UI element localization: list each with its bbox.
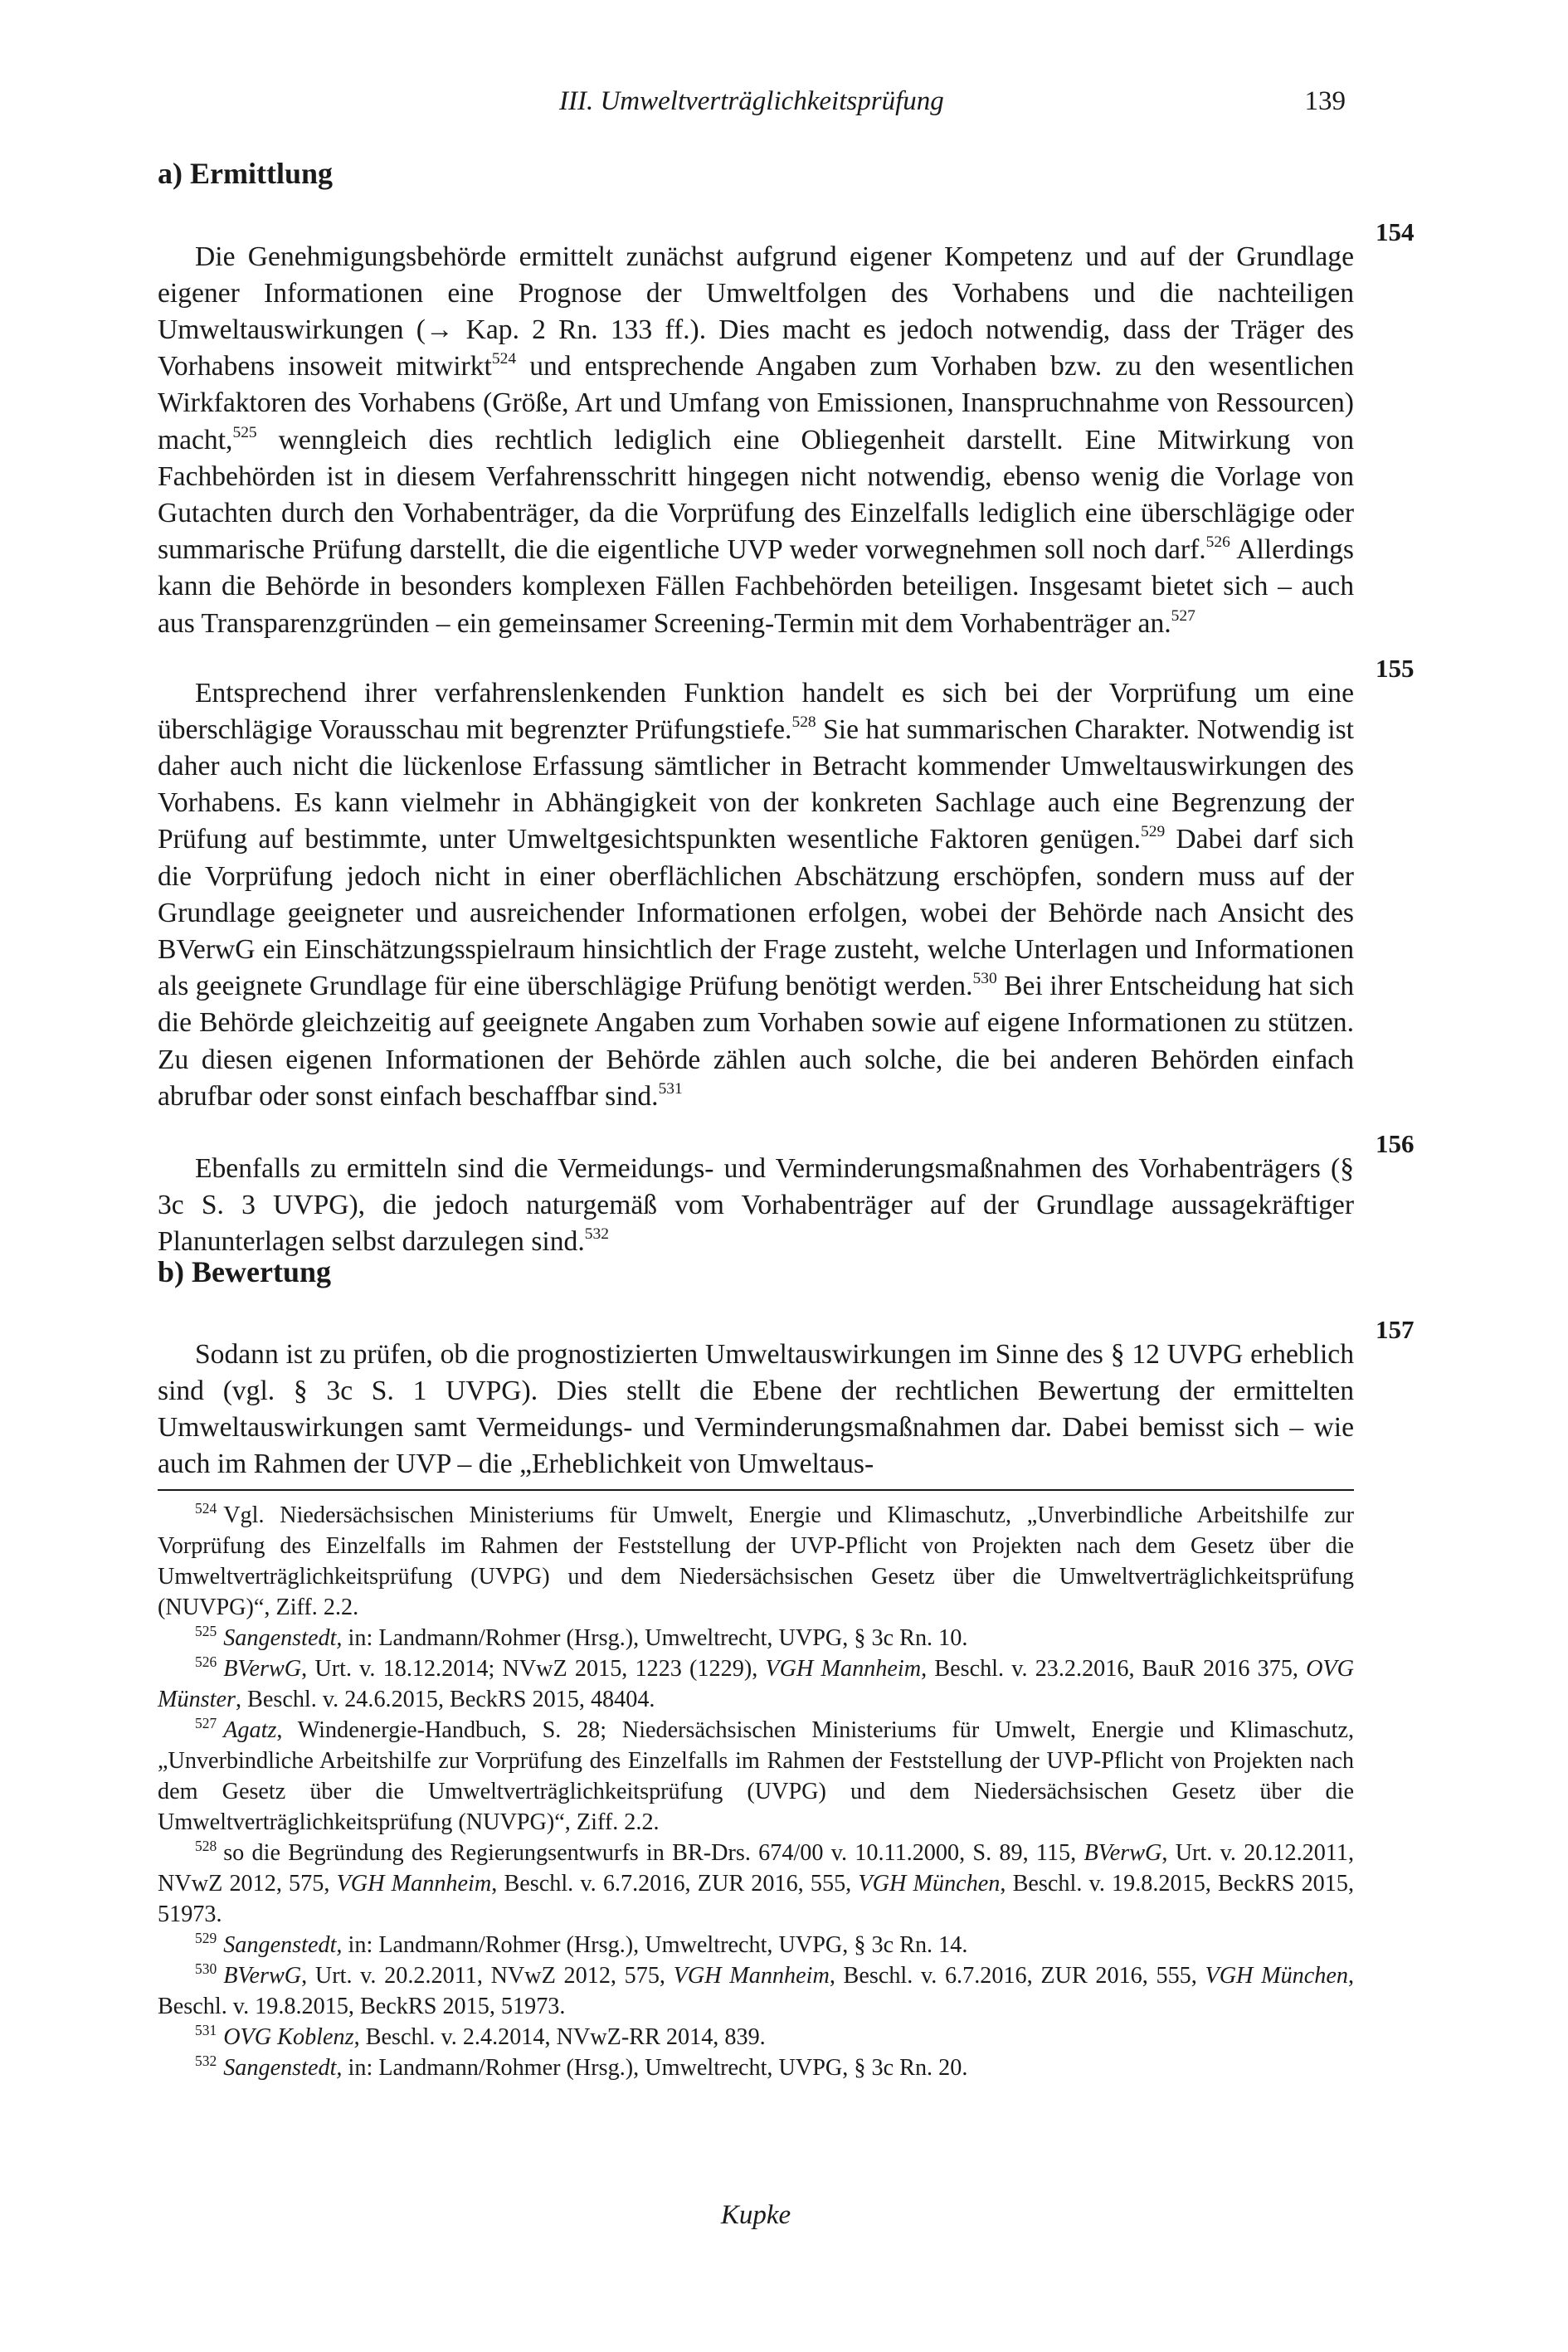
section-heading-ermittlung: a) Ermittlung	[158, 157, 333, 190]
footnote-number: 524	[195, 1500, 217, 1517]
margin-number: 155	[1376, 654, 1415, 683]
footnote-number: 532	[195, 2053, 217, 2070]
footnote-ref[interactable]: 532	[584, 1225, 609, 1243]
paragraph-157: Sodann ist zu prüfen, ob die prognostizierten Umweltauswirkungen im Sinne des § 12 UVPG erheblich sind (vgl. § 3c S. 1 UVPG). Dies stellt die Ebene der rechtlichen Bewertung der ermittelten Umweltauswirkungen samt Vermeidungs- und Verminderungsmaßnahmen dar. Dabei bemisst sich – wie auch im Rahmen der UVP – die „Erheblichkeit von Umweltaus-	[158, 1338, 1354, 1480]
footnote-text: , Beschl. v. 6.7.2016, ZUR 2016, 555,	[491, 1871, 859, 1897]
footnote-court: OVG Münster	[158, 1656, 1355, 1712]
footnote-text: in: Landmann/Rohmer (Hrsg.), Umweltrecht, UVPG, § 3c Rn. 20.	[342, 2055, 968, 2081]
footnote-text: , Beschl. v. 23.2.2016, BauR 2016 375,	[921, 1656, 1307, 1682]
footnote-court: VGH Mannheim	[336, 1871, 492, 1897]
footnote-532	[158, 2053, 1354, 2083]
footnote-ref[interactable]: 528	[791, 713, 816, 731]
footnote-ref[interactable]: 527	[1171, 606, 1195, 625]
paragraph-text: Ebenfalls zu ermitteln sind die Vermeidungs- und Verminderungsmaßnahmen des Vorhabenträgers (§ 3c S. 3 UVPG), die jedoch naturgemäß vom Vorhabenträger auf der Grundlage aussagekräftiger Planunterlagen selbst darzulegen sind.	[158, 1152, 1354, 1257]
footnote-court: VGH München	[1205, 1963, 1348, 1989]
footnote-number: 531	[195, 2022, 217, 2039]
footnote-text: , Urt. v. 18.12.2014; NVwZ 2015, 1223 (1229),	[301, 1656, 766, 1682]
footer-author: Kupke	[720, 2200, 791, 2230]
footnote-number: 527	[195, 1715, 217, 1732]
margin-number: 154	[1376, 217, 1415, 246]
paragraph-text: Dabei darf sich die Vorprüfung jedoch nicht in einer oberflächlichen Abschätzung erschöpfen, sondern muss auf der Grundlage geeigneter und ausreichender Informationen erfolgen, wobei der Behörde nach Ansicht des BVerwG ein Einschätzungsspielraum hinsichtlich der Frage zusteht, welche Unterlagen und Informationen als geeignete Grundlage für eine überschlägige Prüfung benötigt werden.	[158, 824, 1354, 1002]
footnote-531	[158, 2022, 1354, 2053]
footnote-text: , Beschl. v. 24.6.2015, BeckRS 2015, 48404.	[235, 1687, 655, 1712]
footnote-court: BVerwG	[223, 1963, 302, 1989]
footnote-number: 528	[195, 1838, 217, 1855]
footnote-number: 526	[195, 1653, 217, 1671]
paragraph-155	[158, 675, 1354, 1115]
footnote-text: , Urt. v. 20.12.2011, NVwZ 2012, 575,	[158, 1840, 1355, 1897]
footnote-527	[158, 1715, 1354, 1838]
footnote-text: in: Landmann/Rohmer (Hrsg.), Umweltrecht, UVPG, § 3c Rn. 14.	[342, 1932, 968, 1958]
footnote-ref[interactable]: 524	[491, 350, 517, 368]
footnote-ref[interactable]: 529	[1140, 823, 1166, 841]
footnote-court: OVG Koblenz	[223, 2024, 354, 2050]
footnote-ref[interactable]: 526	[1205, 533, 1230, 552]
page-number: 139	[1304, 86, 1346, 116]
footnote-ref[interactable]: 525	[232, 423, 257, 441]
footnote-524	[158, 1500, 1354, 1623]
footnote-text: so die Begründung des Regierungsentwurfs in BR-Drs. 674/00 v. 10.11.2000, S. 89, 115,	[223, 1840, 1084, 1866]
footnote-author: Sangenstedt,	[223, 2055, 343, 2081]
footnote-court: BVerwG	[223, 1656, 302, 1682]
footnote-number: 529	[195, 1930, 217, 1947]
footnote-court: VGH Mannheim	[765, 1656, 922, 1682]
footnote-ref[interactable]: 531	[658, 1079, 683, 1098]
footnote-divider	[158, 1489, 1354, 1491]
footnote-530	[158, 1960, 1354, 2022]
footnote-text: , Beschl. v. 6.7.2016, ZUR 2016, 555,	[829, 1963, 1205, 1989]
footnotes	[158, 1500, 1354, 2083]
paragraph-154	[158, 239, 1354, 642]
section-heading-bewertung: b) Bewertung	[158, 1255, 331, 1288]
footnote-text: Vgl. Niedersächsischen Ministeriums für Umwelt, Energie und Klimaschutz, „Unverbindliche Arbeitshilfe zur Vorprüfung des Einzelfalls im Rahmen der Feststellung der UVP-Pflicht von Projekten nach dem Gesetz über die Umweltverträglichkeitsprüfung (UVPG) und dem Niedersächsischen Gesetz über die Umweltverträglichkeitsprüfung (NUVPG)“, Ziff. 2.2.	[158, 1502, 1354, 1620]
footnote-number: 530	[195, 1960, 217, 1978]
footnote-court: VGH Mannheim	[673, 1963, 830, 1989]
paragraph-text: Entsprechend ihrer verfahrenslenkenden Funktion handelt es sich bei der Vorprüfung um eine überschlägige Vorausschau mit begrenzter Prüfungstiefe.	[158, 677, 1354, 745]
footnote-court: BVerwG	[1083, 1840, 1162, 1866]
footnote-author: Sangenstedt,	[223, 1625, 343, 1651]
footnote-ref[interactable]: 530	[972, 970, 997, 988]
paragraph-text: Sie hat summarischen Charakter. Notwendig ist daher auch nicht die lückenlose Erfassung sämtlicher in Betracht kommender Umweltauswirkungen des Vorhabens. Es kann vielmehr in Abhängigkeit von der konkreten Sachlage auch eine Begrenzung der Prüfung auf bestimmte, unter Umweltgesichtspunkten wesentliche Faktoren genügen.	[158, 713, 1354, 855]
margin-number: 156	[1376, 1129, 1415, 1158]
footnote-525	[158, 1623, 1354, 1653]
footnote-526	[158, 1653, 1354, 1715]
paragraph-text: Allerdings kann die Behörde in besonders komplexen Fällen Fachbehörden beteiligen. Insgesamt bietet sich – auch aus Transparenzgründen – ein gemeinsamer Screening-Termin mit dem Vorhabenträger an.	[158, 534, 1354, 639]
margin-number: 157	[1376, 1315, 1415, 1344]
footnote-528	[158, 1838, 1354, 1930]
footnote-text: , Beschl. v. 19.8.2015, BeckRS 2015, 51973.	[158, 1871, 1354, 1927]
footnote-number: 525	[195, 1623, 217, 1640]
footnote-text: in: Landmann/Rohmer (Hrsg.), Umweltrecht, UVPG, § 3c Rn. 10.	[342, 1625, 968, 1651]
footnote-author: Sangenstedt,	[223, 1932, 343, 1958]
footnote-court: VGH München	[858, 1871, 1001, 1897]
footnote-text: , Beschl. v. 2.4.2014, NVwZ-RR 2014, 839.	[353, 2024, 766, 2050]
paragraph-text: und entsprechende Angaben zum Vorhaben bzw. zu den wesentlichen Wirkfaktoren des Vorhabens (Größe, Art und Umfang von Emissionen, Inanspruchnahme von Ressourcen) macht,	[158, 351, 1354, 455]
footnote-text: , Urt. v. 20.2.2011, NVwZ 2012, 575,	[301, 1963, 674, 1989]
paragraph-156	[158, 1151, 1354, 1261]
paragraph-text: wenngleich dies rechtlich lediglich eine Obliegenheit darstellt. Eine Mitwirkung von Fachbehörden ist in diesem Verfahrensschritt hingegen nicht notwendig, ebenso wenig die Vorlage von Gutachten durch den Vorhabenträger, da die Vorprüfung des Einzelfalls lediglich eine überschlägige oder summarische Prüfung darstellt, die die eigentliche UVP weder vorwegnehmen soll noch darf.	[158, 424, 1354, 566]
paragraph-text: Bei ihrer Entscheidung hat sich die Behörde gleichzeitig auf geeignete Angaben zum Vorhaben sowie auf eigene Informationen zu stützen. Zu diesen eigenen Informationen der Behörde zählen auch solche, die bei anderen Behörden einfach abrufbar oder sonst einfach beschaffbar sind.	[158, 971, 1354, 1112]
running-head: III. Umweltverträglichkeitsprüfung	[559, 86, 944, 116]
footnote-text: , Beschl. v. 19.8.2015, BeckRS 2015, 51973.	[158, 1963, 1355, 2019]
paragraph-text: Die Genehmigungsbehörde ermittelt zunächst aufgrund eigener Kompetenz und auf der Grundlage eigener Informationen eine Prognose der Umweltfolgen des Vorhabens und die nachteiligen Umweltauswirkungen (→ Kap. 2 Rn. 133 ff.). Dies macht es jedoch notwendig, dass der Träger des Vorhabens insoweit mitwirkt	[158, 241, 1354, 382]
footnote-author: Agatz	[223, 1717, 277, 1743]
footnote-529	[158, 1930, 1354, 1960]
footnote-text: , Windenergie-Handbuch, S. 28; Niedersächsischen Ministeriums für Umwelt, Energie und Klimaschutz, „Unverbindliche Arbeitshilfe zur Vorprüfung des Einzelfalls im Rahmen der Feststellung der UVP-Pflicht von Projekten nach dem Gesetz über die Umweltverträglichkeitsprüfung (UVPG) und dem Niedersächsischen Gesetz über die Umweltverträglichkeitsprüfung (NUVPG)“, Ziff. 2.2.	[158, 1717, 1354, 1835]
